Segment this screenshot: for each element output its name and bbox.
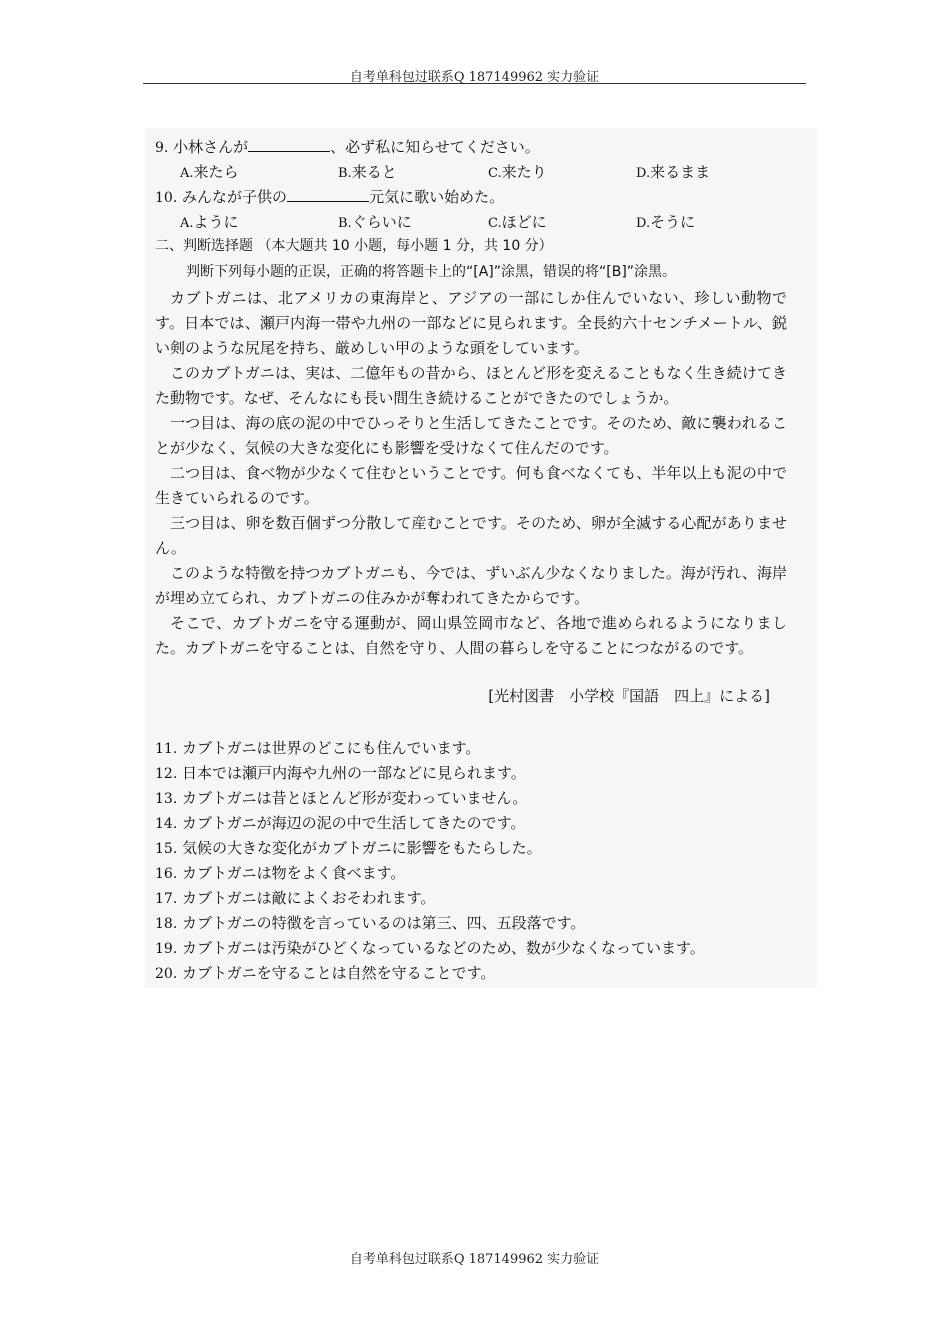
statement-15: 15. 気候の大きな変化がカブトガニに影響をもたらした。 — [155, 839, 542, 857]
section-title: 二、判断选择题 （本大题共 10 小题，每小题 1 分，共 10 分） — [155, 238, 553, 254]
question-stem-post: 元気に歌い始めた。 — [369, 188, 505, 206]
question-stem-pre: みんなが子供の — [182, 188, 288, 206]
page-footer: 自考单科包过联系Q 187149962 实力验证 — [349, 1252, 600, 1267]
page-header: 自考单科包过联系Q 187149962 实力验证 — [349, 70, 600, 85]
statement-18: 18. カブトガニの特徴を言っているのは第三、四、五段落です。 — [155, 914, 586, 932]
option-c: C.来たり — [488, 163, 547, 181]
option-b: B.来ると — [338, 163, 397, 181]
passage-paragraph-5: 三つ目は、卵を数百個ずつ分散して産むことです。そのため、卵が全滅する心配がありません。 — [155, 514, 787, 557]
option-d: D.そうに — [636, 213, 696, 231]
answer-blank — [248, 137, 330, 152]
statement-12: 12. 日本では瀬戸内海や九州の一部などに見られます。 — [155, 764, 526, 782]
passage-paragraph-6: このような特徴を持つカブトガニも、今では、ずいぶん少なくなりました。海が汚れ、海岸が埋め立てられ、カブトガニの住みかが奪われてきたからです。 — [155, 564, 787, 607]
answer-blank — [287, 187, 369, 202]
passage-paragraph-2: このカブトガニは、実は、二億年もの昔から、ほとんど形を変えることもなく生き続けてきた動物です。なぜ、そんなにも長い間生き続けることができたのでしょうか。 — [155, 364, 787, 407]
statement-16: 16. カブトガニは物をよく食べます。 — [155, 864, 406, 882]
question-stem-pre: 小林さんが — [173, 138, 249, 156]
statement-11: 11. カブトガニは世界のどこにも住んでいます。 — [155, 739, 481, 757]
passage-paragraph-1: カブトガニは、北アメリカの東海岸と、アジアの一部にしか住んでいない、珍しい動物です。日本では、瀬戸内海一帯や九州の一部などに見られます。全長約六十センチメートル、鋭い剣のような尻尾を持ち、厳めしい甲のような頭をしています。 — [155, 289, 787, 357]
question-stem-post: 、必ず私に知らせてください。 — [330, 138, 540, 156]
section-instruction: 判断下列每小题的正误，正确的将答题卡上的“[A]”涂黑，错误的将“[B]”涂黑。 — [186, 264, 677, 280]
passage-paragraph-7: そこで、カブトガニを守る運動が、岡山県笠岡市など、各地で進められるようになりました。カブトガニを守ることは、自然を守り、人間の暮らしを守ることにつながるのです。 — [155, 614, 787, 657]
header-rule — [143, 83, 806, 84]
passage-paragraph-3: 一つ目は、海の底の泥の中でひっそりと生活してきたことです。そのため、敵に襲われることが少なく、気候の大きな変化にも影響を受けなくて住んだのです。 — [155, 414, 787, 457]
passage-source: [光村図書 小学校『国語 四上』による] — [488, 687, 770, 705]
option-a: A.ように — [180, 213, 239, 231]
question-9 — [155, 137, 540, 158]
statement-13: 13. カブトガニは昔とほとんど形が変わっていません。 — [155, 789, 528, 807]
option-a: A.来たら — [180, 163, 239, 181]
question-number: 9. — [155, 140, 169, 156]
question-number: 10. — [155, 190, 178, 206]
passage-paragraph-4: 二つ目は、食べ物が少なくて住むということです。何も食べなくても、半年以上も泥の中で生きていられるのです。 — [155, 464, 787, 507]
question-10 — [155, 187, 504, 208]
statement-19: 19. カブトガニは汚染がひどくなっているなどのため、数が少なくなっています。 — [155, 939, 705, 957]
option-c: C.ほどに — [488, 213, 547, 231]
statement-20: 20. カブトガニを守ることは自然を守ることです。 — [155, 964, 496, 982]
statement-17: 17. カブトガニは敵によくおそわれます。 — [155, 889, 436, 907]
statement-14: 14. カブトガニが海辺の泥の中で生活してきたのです。 — [155, 814, 526, 832]
option-d: D.来るまま — [636, 163, 711, 181]
option-b: B.ぐらいに — [338, 213, 412, 231]
